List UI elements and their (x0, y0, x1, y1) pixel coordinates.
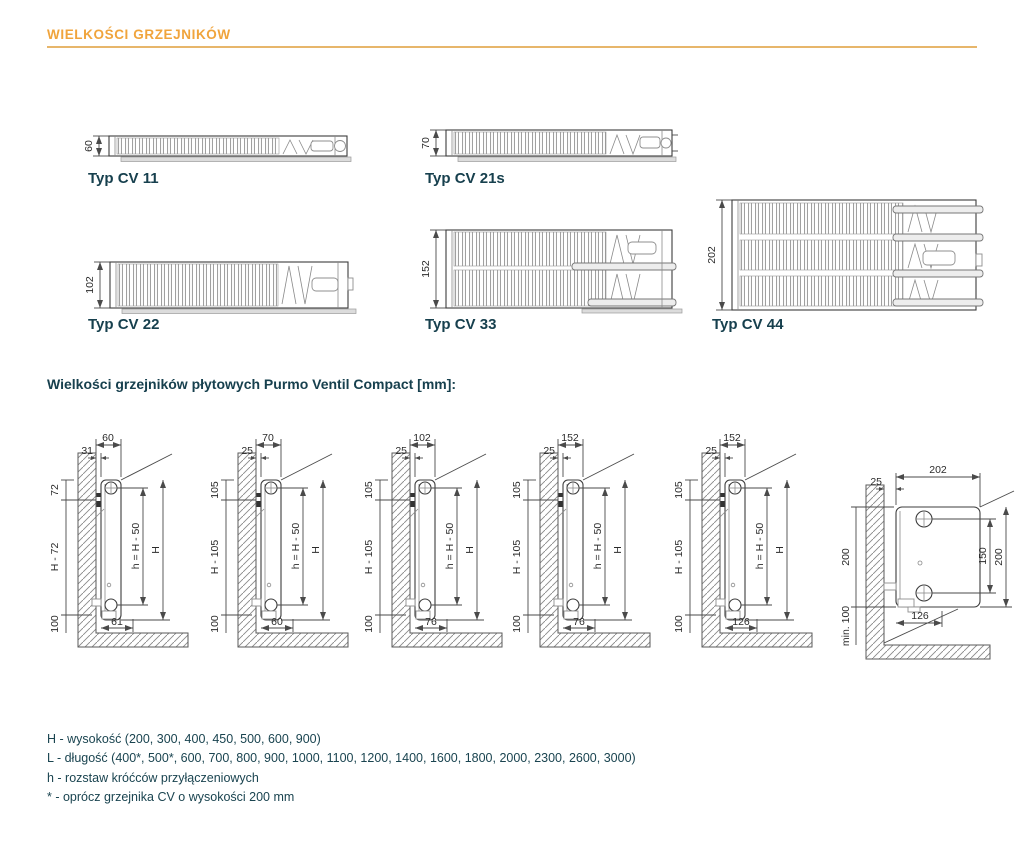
title-rule (47, 46, 977, 48)
dim-label-pipe-spacing: h = H - 50 (444, 522, 456, 570)
dim-label-pipe-spacing: h = H - 50 (754, 522, 766, 570)
dim-label-bottom-segment: 100 (209, 615, 221, 633)
dim-label-bottom-offset: 60 (271, 616, 283, 628)
dim-label-top-segment: 105 (511, 481, 523, 499)
dim-label-middle-segment: H - 105 (511, 539, 523, 575)
legend-length: L - długość (400*, 500*, 600, 700, 800, 900, 1000, 1100, 1200, 1400, 1600, 1800, 2000, 2300, 2600, 3000) (47, 751, 636, 765)
dim-label-bottom-offset: 76 (425, 616, 437, 628)
legend-pipe-spacing: h - rozstaw króćców przyłączeniowych (47, 771, 259, 785)
dim-label-depth: 60 (83, 140, 95, 152)
dim-label-bottom-offset: 61 (111, 616, 123, 628)
dim-label-height: H (612, 546, 624, 554)
cv44-top-view-diagram (708, 194, 993, 324)
dim-label-pipe-spacing: h = H - 50 (290, 522, 302, 570)
dim-label-wall-offset: 25 (543, 445, 555, 457)
dim-label-top-segment: 105 (363, 481, 375, 499)
page-title: WIELKOŚCI GRZEJNIKÓW (47, 27, 231, 42)
cross-section-cv44 (672, 425, 822, 670)
dim-label-depth: 152 (723, 432, 741, 444)
cv33-type-label: Typ CV 33 (425, 316, 497, 333)
dim-label-depth: 102 (413, 432, 431, 444)
dim-label-bottom-offset: 126 (732, 616, 750, 628)
cross-section-cv11 (48, 425, 198, 670)
dim-label-height: 200 (993, 548, 1005, 566)
cv22-type-label: Typ CV 22 (88, 316, 160, 333)
cv44-type-label: Typ CV 44 (712, 316, 784, 333)
dim-label-depth: 152 (561, 432, 579, 444)
dim-label-height: H (150, 546, 162, 554)
cv11-type-label: Typ CV 11 (88, 170, 159, 187)
legend-height: H - wysokość (200, 300, 400, 450, 500, 600, 900) (47, 732, 321, 746)
dim-label-bottom-offset: 76 (573, 616, 585, 628)
dim-label-depth: 202 (929, 464, 947, 476)
dim-label-wall-offset: 25 (870, 476, 882, 488)
dim-label-bottom-segment: 100 (363, 615, 375, 633)
dim-label-wall-offset: 31 (81, 445, 93, 457)
dim-label-wall-offset: 25 (241, 445, 253, 457)
dim-label-middle-segment: H - 105 (673, 539, 685, 575)
dim-label-pipe-spacing: h = H - 50 (592, 522, 604, 570)
dim-label-top-segment: 105 (209, 481, 221, 499)
dim-label-middle-segment: H - 72 (49, 542, 61, 572)
dim-label-depth: 60 (102, 432, 114, 444)
dim-label-height: H (310, 546, 322, 554)
cross-section-cv21s (208, 425, 358, 670)
legend-footnote: * - oprócz grzejnika CV o wysokości 200 mm (47, 790, 295, 804)
cross-section-cv22 (362, 425, 512, 670)
section-heading: Wielkości grzejników płytowych Purmo Ventil Compact [mm]: (47, 376, 457, 392)
dim-label-depth: 152 (420, 260, 432, 278)
cv11-top-view-diagram (85, 128, 357, 170)
dim-label-bottom-offset: 126 (911, 610, 929, 622)
dim-label-height: H (464, 546, 476, 554)
cv21s-top-view-diagram (422, 124, 680, 170)
dim-label-depth: 202 (706, 246, 718, 264)
dim-label-wall-offset: 25 (705, 445, 717, 457)
dim-label-bottom-segment: 100 (511, 615, 523, 633)
dim-label-top-segment: 72 (49, 484, 61, 496)
dim-label-lower-clearance: min. 100 (840, 605, 852, 647)
cross-section-cv33 (510, 425, 660, 670)
dim-label-pipe-spacing: h = H - 50 (130, 522, 142, 570)
dim-label-middle-segment: H - 105 (363, 539, 375, 575)
dim-label-wall-offset: 25 (395, 445, 407, 457)
cv21s-type-label: Typ CV 21s (425, 170, 505, 187)
dim-label-top-segment: 105 (673, 481, 685, 499)
detail-view-diagram (838, 455, 1023, 680)
dim-label-bottom-segment: 100 (673, 615, 685, 633)
dim-label-height: H (774, 546, 786, 554)
cv22-top-view-diagram (86, 256, 358, 320)
cv33-top-view-diagram (422, 226, 687, 322)
dim-label-upper-height: 200 (840, 548, 852, 566)
dim-label-pipe-spacing: 150 (977, 547, 989, 565)
dim-label-middle-segment: H - 105 (209, 539, 221, 575)
dim-label-depth: 70 (420, 137, 432, 149)
dim-label-bottom-segment: 100 (49, 615, 61, 633)
dim-label-depth: 70 (262, 432, 274, 444)
dim-label-depth: 102 (84, 276, 96, 294)
